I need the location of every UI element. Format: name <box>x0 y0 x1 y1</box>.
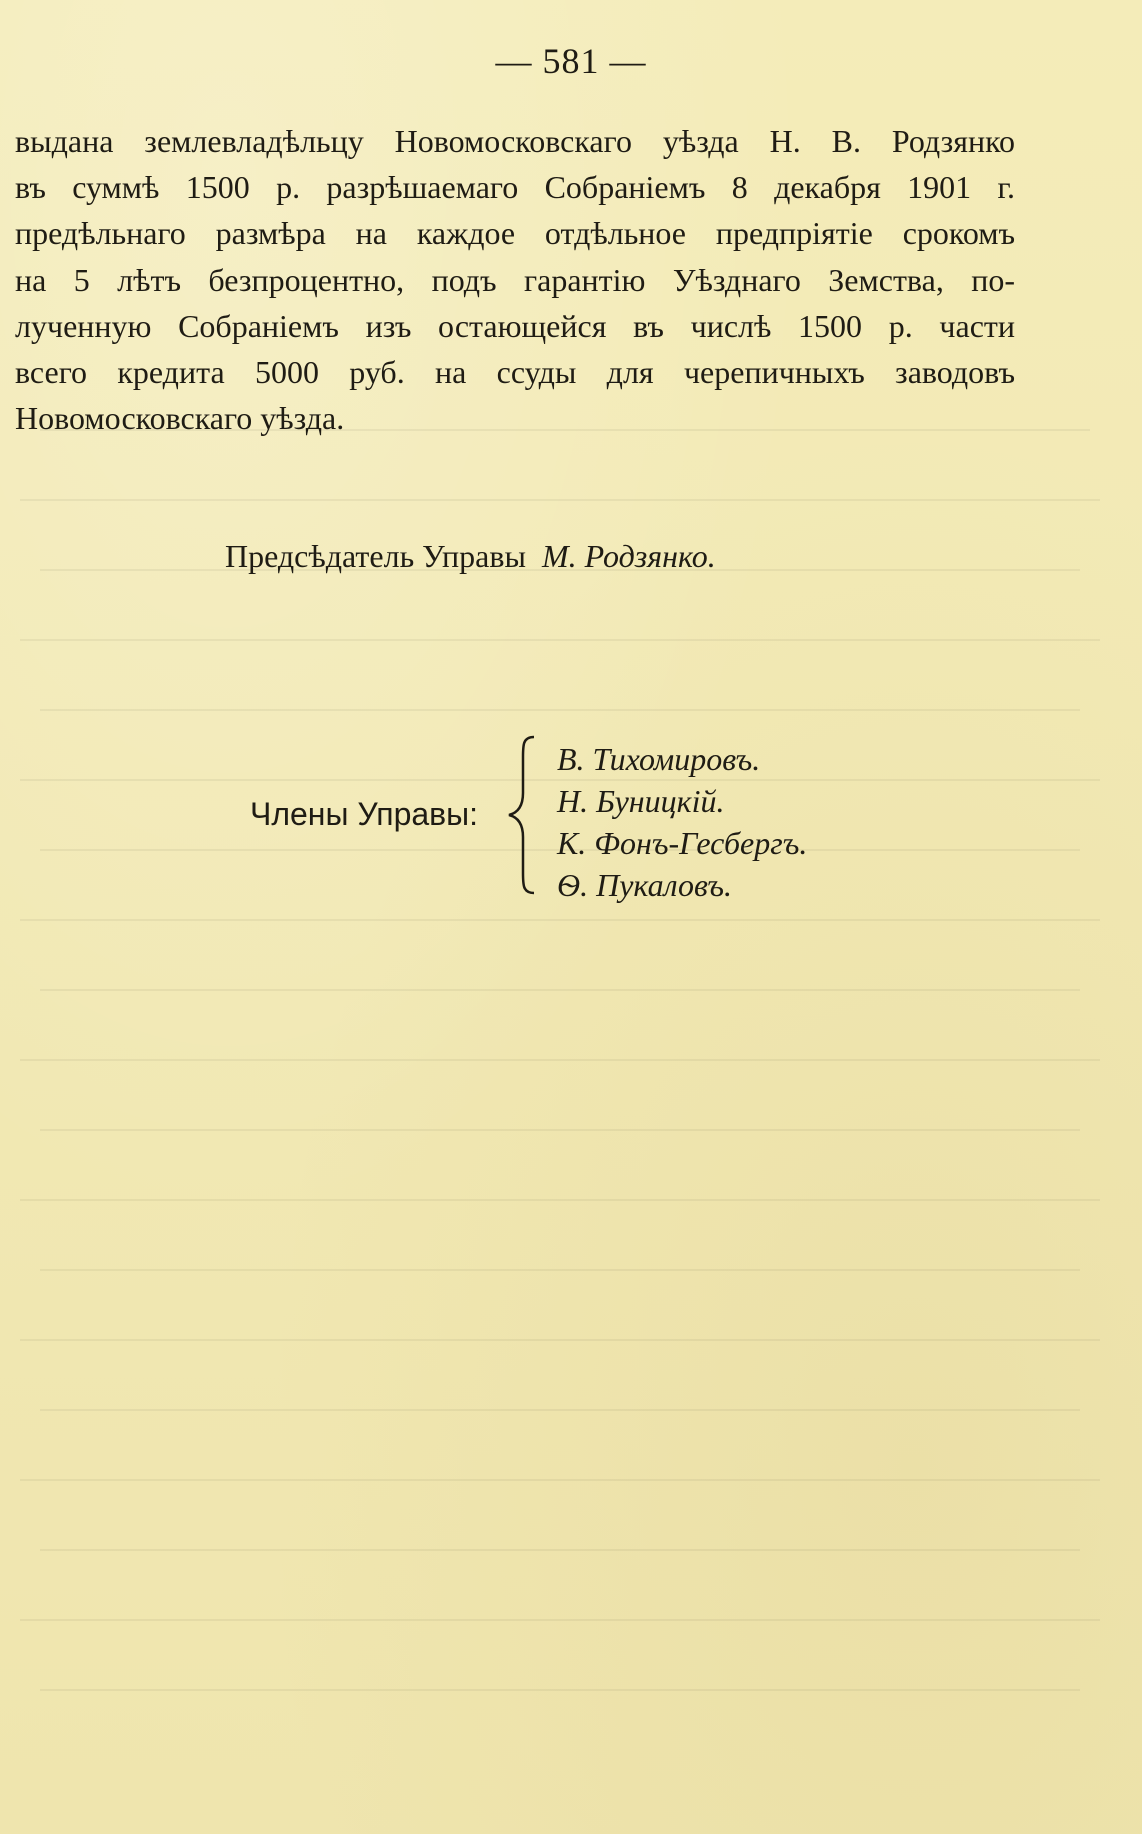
brace-icon <box>505 735 539 895</box>
body-line: всего кредита 5000 руб. на ссуды для черепичныхъ заводовъ <box>15 354 1015 391</box>
body-line: выдана землевладѣльцу Новомосковскаго уѣзда Н. В. Родзянко <box>15 123 1015 159</box>
member-name: Ѳ. Пукаловъ. <box>557 867 733 903</box>
chairman-signature-line <box>225 538 716 575</box>
member-name: Н. Буницкій. <box>557 783 725 819</box>
members-label: Члены Управы: <box>250 796 479 832</box>
body-line: въ суммѣ 1500 р. разрѣшаемаго Собраніемъ 8 декабря 1901 г. <box>15 169 1015 206</box>
body-line: на 5 лѣтъ безпроцентно, подъ гарантію Уѣзднаго Земства, по- <box>15 261 1015 298</box>
chairman-signature: М. Родзянко. <box>541 538 716 574</box>
members-list <box>557 738 807 906</box>
member-name: В. Тихомировъ. <box>557 741 761 777</box>
body-line: предѣльнаго размѣра на каждое отдѣльное предпріятіе срокомъ <box>15 215 1015 252</box>
member-name: К. Фонъ-Гесбергъ. <box>557 825 808 861</box>
page-number: — 581 — <box>495 41 647 81</box>
body-paragraph <box>15 118 1015 441</box>
body-line: лученную Собраніемъ изъ остающейся въ числѣ 1500 р. части <box>15 307 1015 344</box>
chairman-title: Предсѣдатель Управы <box>225 538 526 574</box>
body-line: Новомосковскаго уѣзда. <box>15 400 345 437</box>
